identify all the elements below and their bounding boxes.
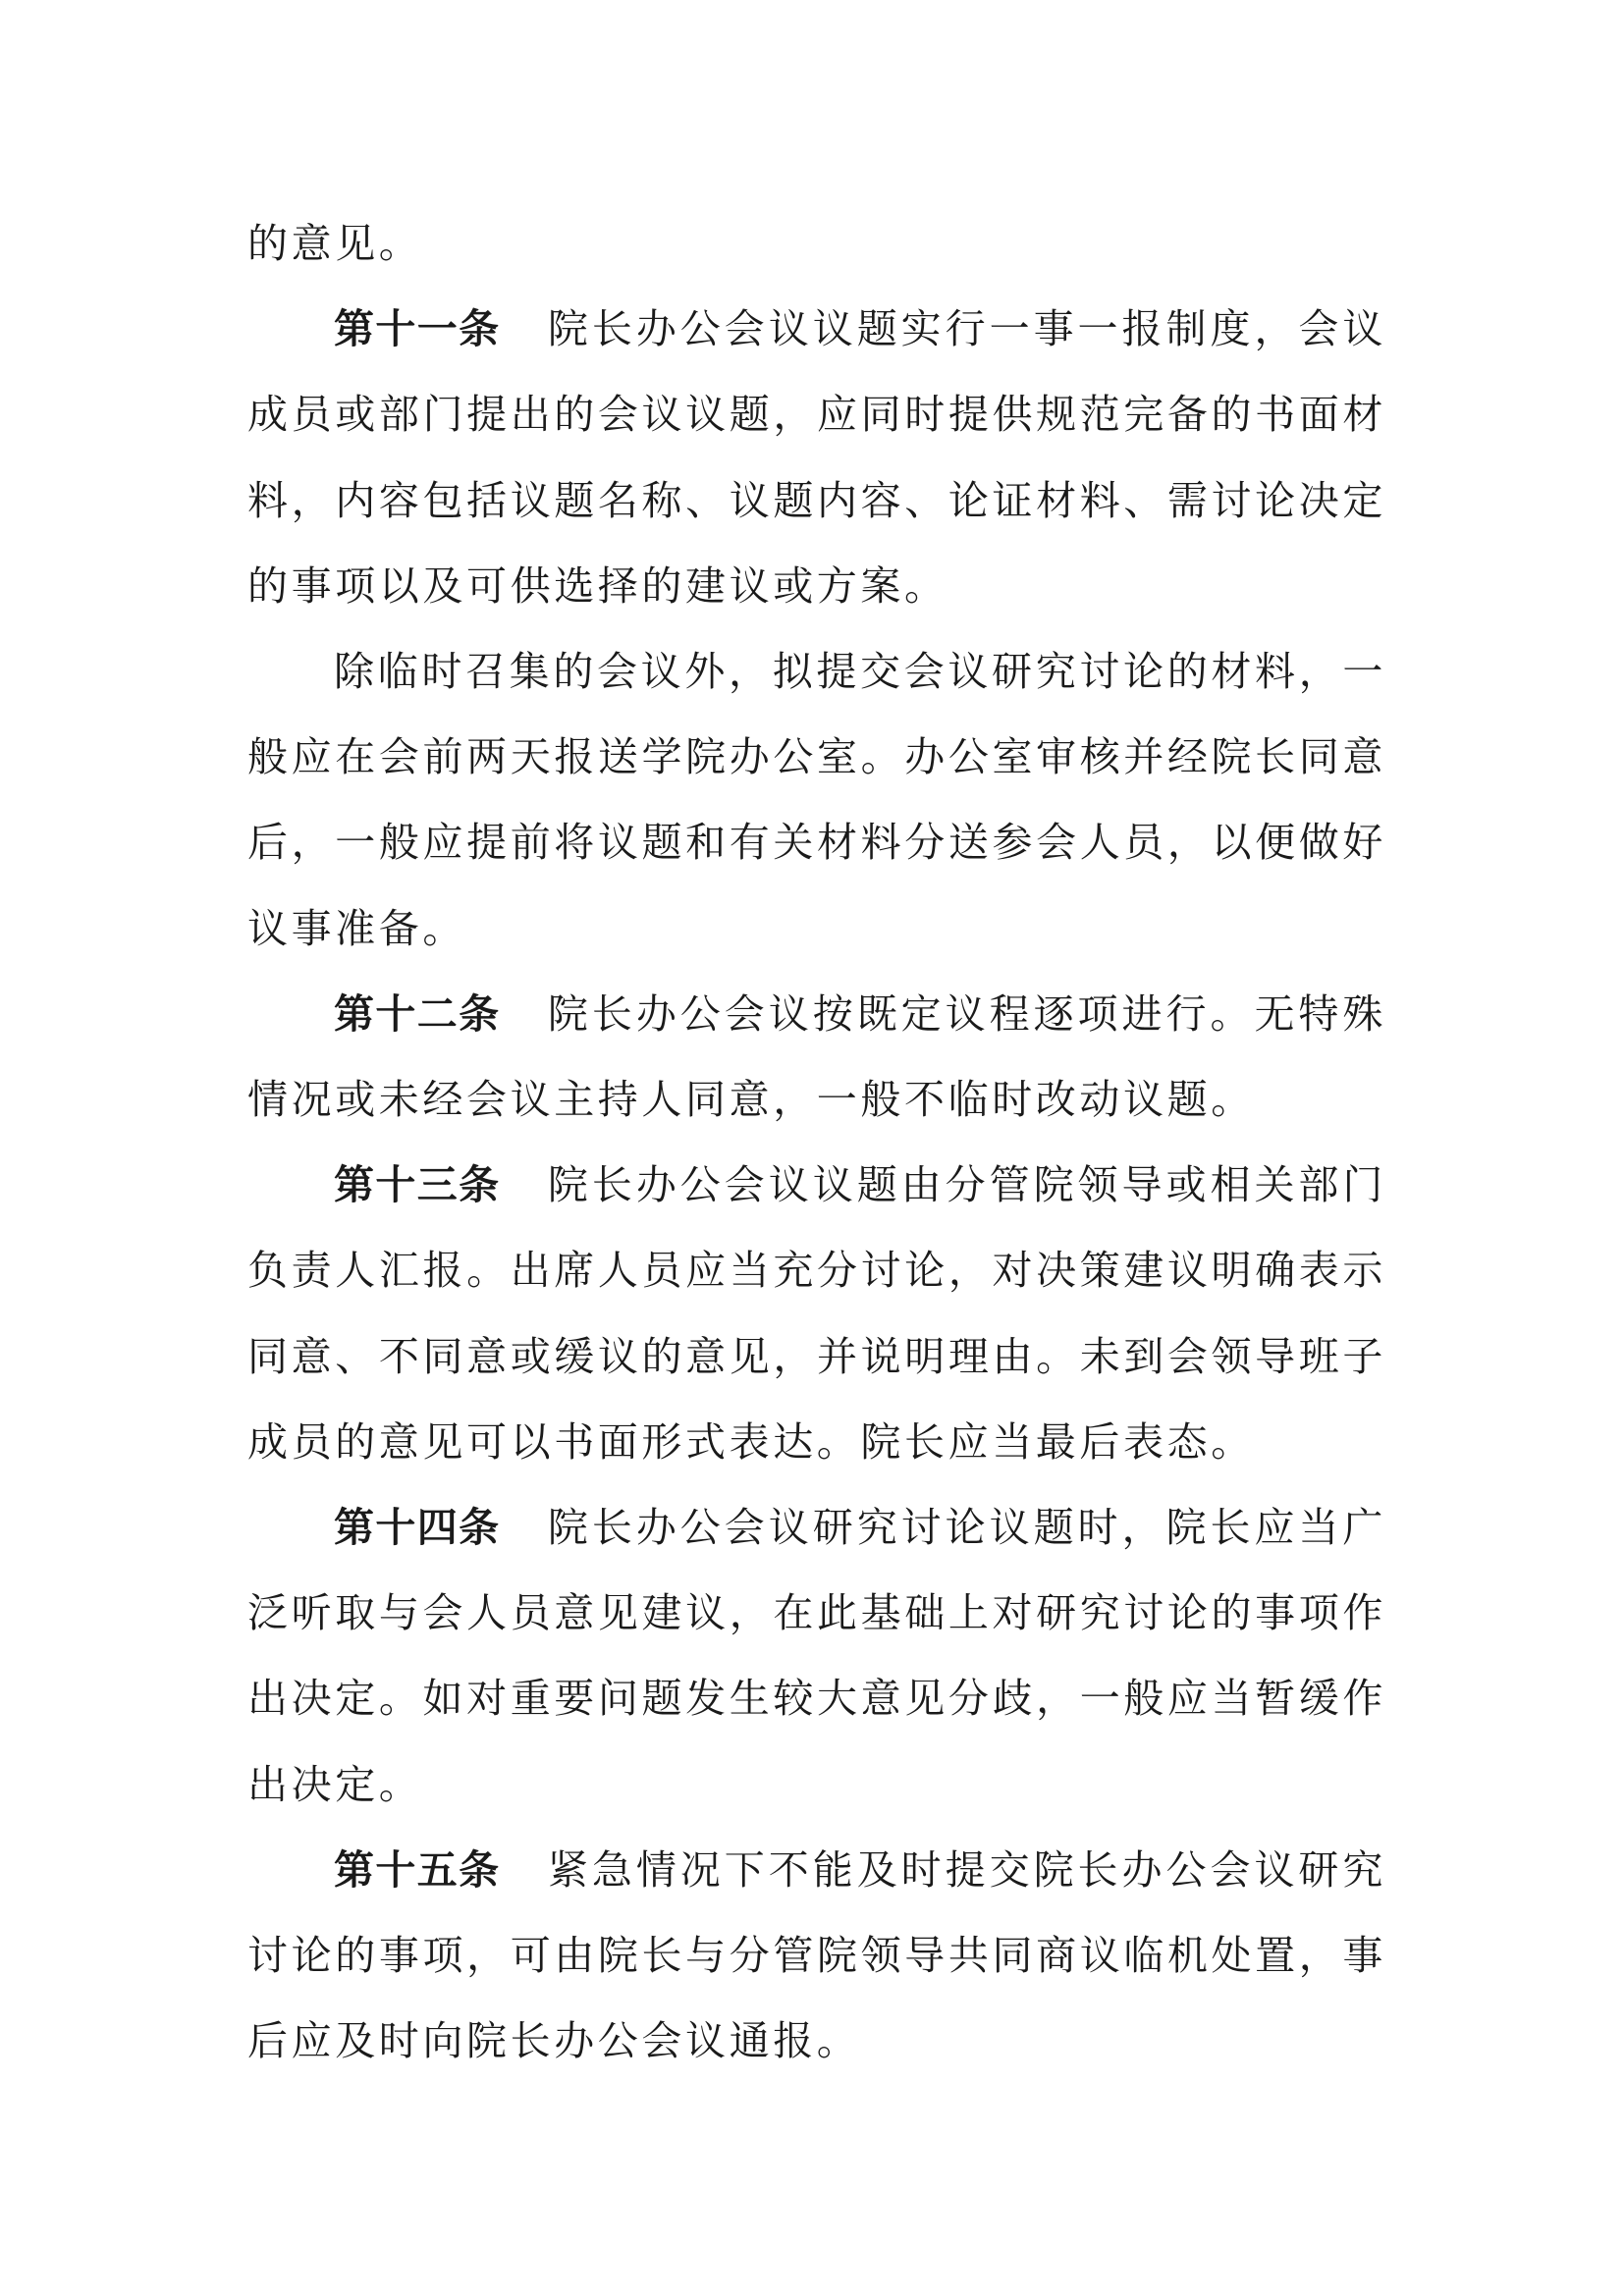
paragraph-text: 院长办公会议议题实行一事一报制度，会议成员或部门提出的会议议题，应同时提供规范完备的书面材料，内容包括议题名称、议题内容、论证材料、需讨论决定的事项以及可供选择的建议或方案。 bbox=[247, 305, 1386, 610]
document-page bbox=[247, 201, 1386, 2084]
article-15-heading: 第十五条 bbox=[334, 1845, 501, 1894]
article-11-paragraph-2 bbox=[247, 629, 1386, 972]
article-11-paragraph-1 bbox=[247, 287, 1386, 629]
article-14-paragraph-1 bbox=[247, 1485, 1386, 1828]
article-12-heading: 第十二条 bbox=[334, 989, 501, 1038]
article-13-paragraph-1 bbox=[247, 1143, 1386, 1485]
article-11-heading: 第十一条 bbox=[334, 305, 501, 353]
paragraph-text: 紧急情况下不能及时提交院长办公会议研究讨论的事项，可由院长与分管院领导共同商议临机处置，事后应及时向院长办公会议通报。 bbox=[247, 1845, 1386, 2065]
article-12-paragraph-1 bbox=[247, 972, 1386, 1143]
article-14-heading: 第十四条 bbox=[334, 1504, 501, 1552]
paragraph-text: 除临时召集的会议外，拟提交会议研究讨论的材料，一般应在会前两天报送学院办公室。办公室审核并经院长同意后，一般应提前将议题和有关材料分送参会人员，以便做好议事准备。 bbox=[247, 648, 1386, 952]
article-15-paragraph-1 bbox=[247, 1828, 1386, 2085]
article-13-heading: 第十三条 bbox=[334, 1161, 501, 1209]
paragraph-text: 院长办公会议按既定议程逐项进行。无特殊情况或未经会议主持人同意，一般不临时改动议题。 bbox=[247, 989, 1386, 1124]
paragraph-text: 的意见。 bbox=[247, 220, 423, 267]
paragraph-text: 院长办公会议议题由分管院领导或相关部门负责人汇报。出席人员应当充分讨论，对决策建议明确表示同意、不同意或缓议的意见，并说明理由。未到会领导班子成员的意见可以书面形式表达。院长应当最后表态。 bbox=[247, 1161, 1386, 1466]
paragraph-text: 院长办公会议研究讨论议题时，院长应当广泛听取与会人员意见建议，在此基础上对研究讨论的事项作出决定。如对重要问题发生较大意见分歧，一般应当暂缓作出决定。 bbox=[247, 1504, 1386, 1808]
continued-paragraph bbox=[247, 201, 1386, 287]
